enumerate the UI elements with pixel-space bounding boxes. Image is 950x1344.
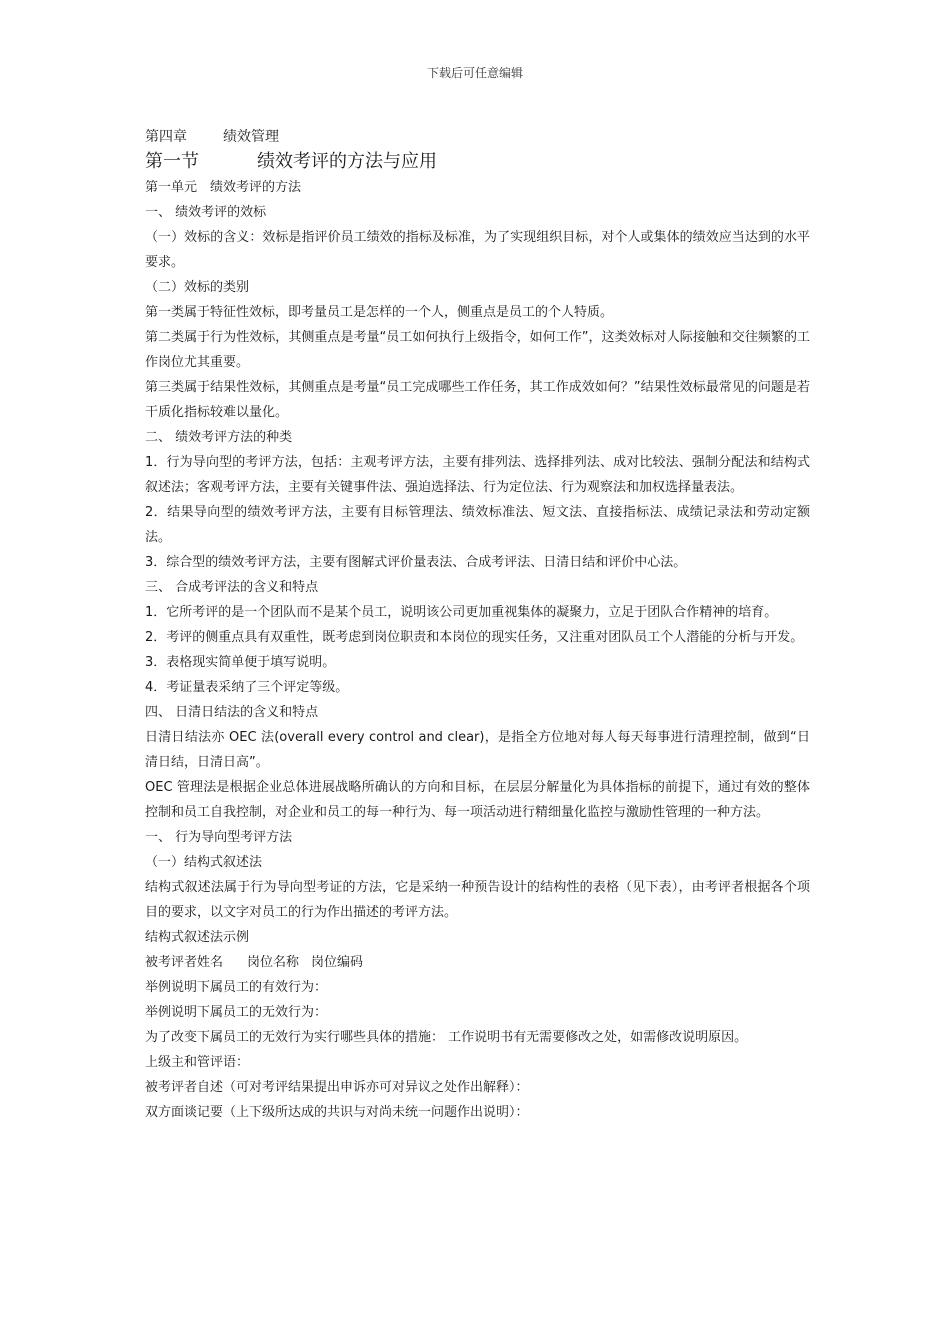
list-item: 2．考评的侧重点具有双重性，既考虑到岗位职责和本岗位的现实任务，又注重对团队员工个人潜能的分析与开发。 bbox=[145, 630, 804, 645]
section-heading bbox=[145, 149, 810, 175]
form-line: 被考评者自述（可对考评结果提出申诉亦可对异议之处作出解释）： bbox=[145, 1080, 529, 1095]
form-field-label: 岗位编码 bbox=[311, 955, 364, 970]
table-caption: 结构式叙述法示例 bbox=[145, 930, 250, 945]
form-line: 双方面谈记要（上下级所达成的共识与对尚未统一问题作出说明）： bbox=[145, 1105, 529, 1120]
paragraph: 第三类属于结果性效标，其侧重点是考量“员工完成哪些工作任务，其工作成效如何？”结果性效标最常见的问题是若干质化指标较难以量化。 bbox=[145, 380, 810, 420]
form-line: 举例说明下属员工的有效行为： bbox=[145, 980, 328, 995]
heading-4: 四、 日清日结法的含义和特点 bbox=[145, 705, 319, 720]
paragraph: （一）效标的含义：效标是指评价员工绩效的指标及标准，为了实现组织目标，对个人或集体的绩效应当达到的水平要求。 bbox=[145, 230, 810, 270]
chapter-number: 第四章 bbox=[145, 129, 187, 145]
list-item: 4．考证量表采纳了三个评定等级。 bbox=[145, 680, 349, 695]
chapter-title: 绩效管理 bbox=[223, 129, 279, 145]
heading-3: 三、 合成考评法的含义和特点 bbox=[145, 580, 319, 595]
list-item: 1．它所考评的是一个团队而不是某个员工，说明该公司更加重视集体的凝聚力，立足于团队合作精神的培育。 bbox=[145, 605, 778, 620]
heading-behavior: 一、 行为导向型考评方法 bbox=[145, 830, 293, 845]
form-line: 举例说明下属员工的无效行为： bbox=[145, 1005, 328, 1020]
unit-heading: 第一单元 绩效考评的方法 bbox=[145, 180, 302, 195]
chapter-heading bbox=[145, 125, 810, 149]
subheading: （二）效标的类别 bbox=[145, 280, 250, 295]
list-item: 1．行为导向型的考评方法，包括：主观考评方法，主要有排列法、选择排列法、成对比较法、强制分配法和结构式叙述法；客观考评方法，主要有关键事件法、强迫选择法、行为定位法、行为观察法和加权选择量表法。 bbox=[145, 455, 810, 495]
paragraph: 结构式叙述法属于行为导向型考证的方法，它是采纳一种预告设计的结构性的表格（见下表），由考评者根据各个项目的要求，以文字对员工的行为作出描述的考评方法。 bbox=[145, 880, 810, 920]
paragraph: 第一类属于特征性效标，即考量员工是怎样的一个人，侧重点是员工的个人特质。 bbox=[145, 305, 614, 320]
list-item: 3．综合型的绩效考评方法，主要有图解式评价量表法、合成考评法、日清日结和评价中心法。 bbox=[145, 555, 687, 570]
form-line: 上级主和管评语： bbox=[145, 1055, 250, 1070]
document-body bbox=[145, 125, 810, 1125]
subheading: （一）结构式叙述法 bbox=[145, 855, 263, 870]
heading-1: 一、 绩效考评的效标 bbox=[145, 205, 267, 220]
list-item: 3．表格现实简单便于填写说明。 bbox=[145, 655, 336, 670]
paragraph: 日清日结法亦 OEC 法(overall every control and clear)，是指全方位地对每人每天每事进行清理控制，做到“日清日结，日清日高”。 bbox=[145, 730, 810, 770]
heading-2: 二、 绩效考评方法的种类 bbox=[145, 430, 293, 445]
form-fields-row bbox=[145, 950, 810, 975]
form-field-label: 被考评者姓名 bbox=[145, 955, 224, 970]
form-field-label: 岗位名称 bbox=[247, 955, 300, 970]
section-title: 绩效考评的方法与应用 bbox=[257, 151, 437, 172]
page-header: 下载后可任意编辑 bbox=[426, 66, 523, 80]
paragraph: 第二类属于行为性效标，其侧重点是考量“员工如何执行上级指令，如何工作”，这类效标对人际接触和交往频繁的工作岗位尤其重要。 bbox=[145, 330, 810, 370]
section-number: 第一节 bbox=[145, 151, 199, 172]
form-line: 为了改变下属员工的无效行为实行哪些具体的措施： 工作说明书有无需要修改之处，如需修改说明原因。 bbox=[145, 1030, 748, 1045]
list-item: 2．结果导向型的绩效考评方法，主要有目标管理法、绩效标准法、短文法、直接指标法、成绩记录法和劳动定额法。 bbox=[145, 505, 810, 545]
paragraph: OEC 管理法是根据企业总体进展战略所确认的方向和目标，在层层分解量化为具体指标的前提下，通过有效的整体控制和员工自我控制，对企业和员工的每一种行为、每一项活动进行精细量化监控与激励性管理的一种方法。 bbox=[145, 780, 810, 820]
